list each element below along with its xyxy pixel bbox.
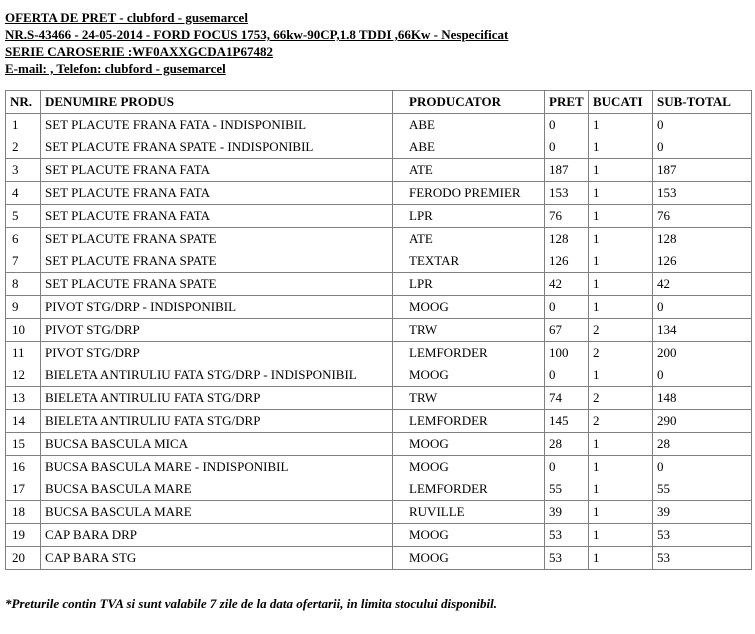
cell-pret: 187 (545, 159, 589, 182)
footer-note: *Preturile contin TVA si sunt valabile 7 zile de la data ofertarii, in limita stocului disponibil. (5, 596, 498, 611)
cell-denumire: PIVOT STG/DRP (41, 319, 393, 342)
cell-bucati: 1 (589, 478, 653, 501)
cell-nr: 17 (6, 478, 41, 501)
cell-producator: LEMFORDER (393, 410, 545, 433)
cell-nr: 12 (6, 364, 41, 387)
cell-pret: 67 (545, 319, 589, 342)
cell-pret: 39 (545, 501, 589, 524)
cell-subtotal: 200 (653, 342, 752, 365)
table-row (6, 319, 752, 342)
cell-subtotal: 187 (653, 159, 752, 182)
cell-nr: 10 (6, 319, 41, 342)
cell-denumire: BIELETA ANTIRULIU FATA STG/DRP (41, 387, 393, 410)
cell-producator: LPR (393, 273, 545, 296)
cell-pret: 74 (545, 387, 589, 410)
cell-producator: ABE (393, 114, 545, 137)
cell-denumire: BIELETA ANTIRULIU FATA STG/DRP - INDISPONIBIL (41, 364, 393, 387)
cell-denumire: SET PLACUTE FRANA SPATE (41, 273, 393, 296)
contact-line: E-mail: , Telefon: clubford - gusemarcel (5, 61, 226, 76)
cell-bucati: 1 (589, 205, 653, 228)
column-header-nr: NR. (6, 91, 41, 114)
cell-producator: TEXTAR (393, 250, 545, 273)
cell-denumire: CAP BARA DRP (41, 524, 393, 547)
column-header-bucati: BUCATI (589, 91, 653, 114)
cell-bucati: 1 (589, 524, 653, 547)
cell-nr: 4 (6, 182, 41, 205)
cell-subtotal: 134 (653, 319, 752, 342)
cell-bucati: 1 (589, 136, 653, 159)
cell-subtotal: 148 (653, 387, 752, 410)
cell-subtotal: 28 (653, 433, 752, 456)
cell-denumire: PIVOT STG/DRP - INDISPONIBIL (41, 296, 393, 319)
cell-pret: 55 (545, 478, 589, 501)
cell-subtotal: 53 (653, 524, 752, 547)
cell-denumire: SET PLACUTE FRANA FATA - INDISPONIBIL (41, 114, 393, 137)
cell-pret: 0 (545, 114, 589, 137)
offer-table (5, 90, 752, 570)
offer-reference-line: NR.S-43466 - 24-05-2014 - FORD FOCUS 1753, 66kw-90CP,1.8 TDDI ,66Kw - Nespecificat (5, 27, 509, 42)
cell-pret: 76 (545, 205, 589, 228)
cell-bucati: 2 (589, 387, 653, 410)
cell-subtotal: 128 (653, 228, 752, 251)
cell-pret: 42 (545, 273, 589, 296)
cell-producator: ABE (393, 136, 545, 159)
cell-pret: 0 (545, 456, 589, 479)
table-row (6, 524, 752, 547)
column-header-producator: PRODUCATOR (393, 91, 545, 114)
cell-pret: 100 (545, 342, 589, 365)
column-header-denumire: DENUMIRE PRODUS (41, 91, 393, 114)
cell-denumire: BIELETA ANTIRULIU FATA STG/DRP (41, 410, 393, 433)
cell-producator: MOOG (393, 296, 545, 319)
cell-denumire: BUCSA BASCULA MARE (41, 478, 393, 501)
table-row (6, 387, 752, 410)
chassis-series-line: SERIE CAROSERIE :WF0AXXGCDA1P67482 (5, 44, 273, 59)
cell-bucati: 2 (589, 342, 653, 365)
cell-nr: 5 (6, 205, 41, 228)
table-row (6, 205, 752, 228)
cell-nr: 19 (6, 524, 41, 547)
cell-pret: 126 (545, 250, 589, 273)
table-row (6, 547, 752, 570)
table-row (6, 136, 752, 159)
cell-bucati: 1 (589, 296, 653, 319)
column-header-subtotal: SUB-TOTAL (653, 91, 752, 114)
cell-producator: TRW (393, 319, 545, 342)
cell-pret: 128 (545, 228, 589, 251)
cell-bucati: 1 (589, 182, 653, 205)
cell-subtotal: 153 (653, 182, 752, 205)
cell-nr: 16 (6, 456, 41, 479)
cell-denumire: SET PLACUTE FRANA SPATE (41, 250, 393, 273)
cell-bucati: 1 (589, 228, 653, 251)
table-row (6, 410, 752, 433)
cell-nr: 6 (6, 228, 41, 251)
cell-bucati: 1 (589, 547, 653, 570)
table-row (6, 456, 752, 479)
table-row (6, 182, 752, 205)
cell-subtotal: 0 (653, 136, 752, 159)
cell-pret: 153 (545, 182, 589, 205)
table-row (6, 364, 752, 387)
cell-pret: 0 (545, 296, 589, 319)
cell-nr: 2 (6, 136, 41, 159)
table-row (6, 273, 752, 296)
cell-denumire: BUCSA BASCULA MARE (41, 501, 393, 524)
cell-bucati: 1 (589, 501, 653, 524)
cell-bucati: 1 (589, 114, 653, 137)
cell-bucati: 2 (589, 319, 653, 342)
cell-bucati: 2 (589, 410, 653, 433)
cell-nr: 9 (6, 296, 41, 319)
cell-denumire: CAP BARA STG (41, 547, 393, 570)
offer-title: OFERTA DE PRET - clubford - gusemarcel (5, 10, 248, 25)
table-row (6, 296, 752, 319)
cell-bucati: 1 (589, 273, 653, 296)
cell-nr: 14 (6, 410, 41, 433)
cell-producator: RUVILLE (393, 501, 545, 524)
cell-nr: 3 (6, 159, 41, 182)
cell-producator: TRW (393, 387, 545, 410)
cell-subtotal: 126 (653, 250, 752, 273)
cell-denumire: BUCSA BASCULA MICA (41, 433, 393, 456)
cell-subtotal: 0 (653, 456, 752, 479)
cell-producator: ATE (393, 159, 545, 182)
cell-producator: MOOG (393, 364, 545, 387)
cell-subtotal: 42 (653, 273, 752, 296)
cell-pret: 0 (545, 364, 589, 387)
cell-bucati: 1 (589, 364, 653, 387)
table-row (6, 250, 752, 273)
cell-producator: MOOG (393, 547, 545, 570)
cell-nr: 15 (6, 433, 41, 456)
cell-denumire: SET PLACUTE FRANA FATA (41, 159, 393, 182)
cell-subtotal: 0 (653, 114, 752, 137)
cell-denumire: SET PLACUTE FRANA SPATE (41, 228, 393, 251)
cell-subtotal: 53 (653, 547, 752, 570)
table-row (6, 159, 752, 182)
table-header-row (6, 91, 752, 114)
document-header (5, 9, 750, 77)
cell-subtotal: 0 (653, 296, 752, 319)
cell-producator: LPR (393, 205, 545, 228)
cell-subtotal: 76 (653, 205, 752, 228)
table-row (6, 228, 752, 251)
cell-nr: 20 (6, 547, 41, 570)
table-row (6, 501, 752, 524)
cell-producator: MOOG (393, 433, 545, 456)
cell-denumire: SET PLACUTE FRANA FATA (41, 205, 393, 228)
cell-denumire: PIVOT STG/DRP (41, 342, 393, 365)
cell-bucati: 1 (589, 456, 653, 479)
cell-pret: 28 (545, 433, 589, 456)
cell-pret: 145 (545, 410, 589, 433)
cell-denumire: BUCSA BASCULA MARE - INDISPONIBIL (41, 456, 393, 479)
table-row (6, 342, 752, 365)
cell-subtotal: 290 (653, 410, 752, 433)
cell-producator: ATE (393, 228, 545, 251)
cell-pret: 53 (545, 524, 589, 547)
table-row (6, 433, 752, 456)
table-row (6, 114, 752, 137)
column-header-pret: PRET (545, 91, 589, 114)
cell-nr: 7 (6, 250, 41, 273)
table-row (6, 478, 752, 501)
cell-denumire: SET PLACUTE FRANA FATA (41, 182, 393, 205)
cell-subtotal: 55 (653, 478, 752, 501)
cell-bucati: 1 (589, 433, 653, 456)
cell-nr: 11 (6, 342, 41, 365)
cell-bucati: 1 (589, 250, 653, 273)
cell-denumire: SET PLACUTE FRANA SPATE - INDISPONIBIL (41, 136, 393, 159)
cell-nr: 18 (6, 501, 41, 524)
cell-pret: 53 (545, 547, 589, 570)
cell-producator: MOOG (393, 456, 545, 479)
cell-subtotal: 39 (653, 501, 752, 524)
cell-nr: 1 (6, 114, 41, 137)
cell-nr: 13 (6, 387, 41, 410)
cell-pret: 0 (545, 136, 589, 159)
cell-producator: MOOG (393, 524, 545, 547)
cell-producator: LEMFORDER (393, 342, 545, 365)
cell-producator: FERODO PREMIER (393, 182, 545, 205)
cell-bucati: 1 (589, 159, 653, 182)
cell-producator: LEMFORDER (393, 478, 545, 501)
cell-nr: 8 (6, 273, 41, 296)
cell-subtotal: 0 (653, 364, 752, 387)
